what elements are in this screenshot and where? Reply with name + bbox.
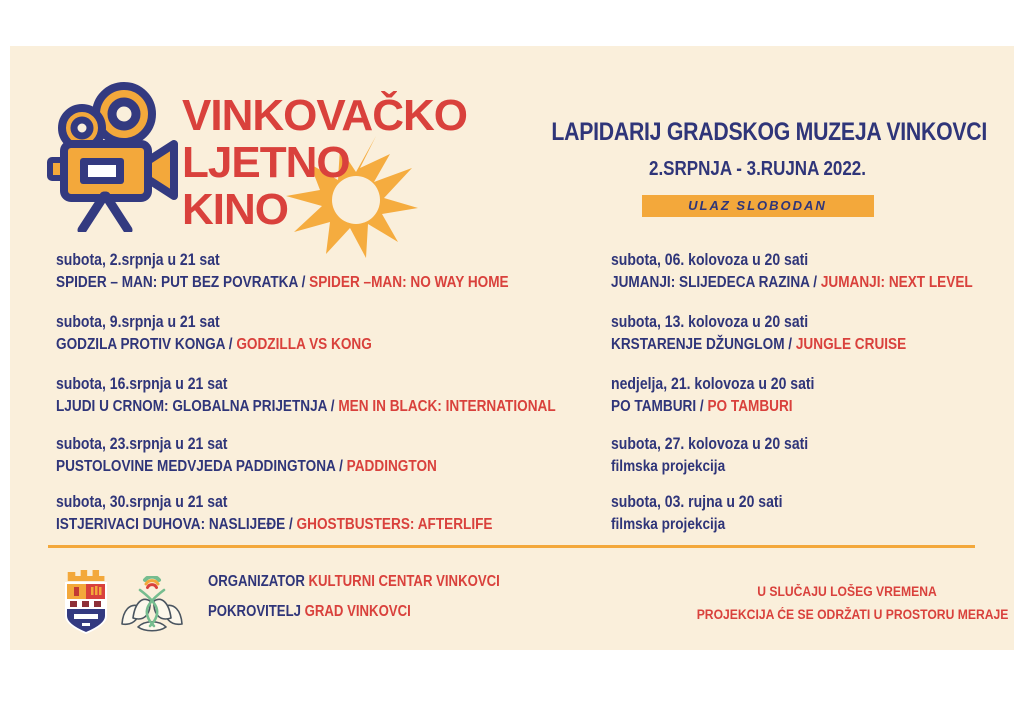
screening-entry	[56, 312, 428, 355]
screening-entry	[611, 492, 813, 535]
vinkovci-coat-of-arms	[60, 565, 112, 637]
film-camera-icon	[46, 80, 188, 232]
screening-entry	[56, 374, 644, 417]
screening-date: nedjelja, 21. kolovoza u 20 sati	[611, 375, 815, 393]
free-entry-badge: ULAZ SLOBODAN	[642, 195, 874, 217]
title-line-2: LJETNO	[182, 138, 350, 187]
screening-title: SPIDER – MAN: PUT BEZ POVRATKA / SPIDER –MAN: NO WAY HOME	[56, 274, 509, 291]
screening-title: GODZILA PROTIV KONGA / GODZILLA VS KONG	[56, 336, 372, 353]
screening-date: subota, 30.srpnja u 21 sat	[56, 493, 228, 511]
venue-name: LAPIDARIJ GRADSKOG MUZEJA VINKOVCI	[551, 118, 988, 146]
screening-date: subota, 06. kolovoza u 20 sati	[611, 251, 809, 269]
screening-date: subota, 23.srpnja u 21 sat	[56, 435, 228, 453]
screening-date: subota, 27. kolovoza u 20 sati	[611, 435, 809, 453]
screening-title: JUMANJI: SLIJEDECA RAZINA / JUMANJI: NEXT LEVEL	[611, 274, 973, 291]
screening-entry	[56, 492, 570, 535]
poster-title	[182, 92, 467, 233]
screening-title: filmska projekcija	[611, 458, 726, 475]
screening-title: filmska projekcija	[611, 516, 726, 533]
weather-note	[680, 580, 1014, 626]
event-date-range: 2.SRPNJA - 3.RUJNA 2022.	[648, 158, 866, 180]
screening-date: subota, 2.srpnja u 21 sat	[56, 251, 220, 269]
screening-entry	[611, 312, 958, 355]
organizer-line: ORGANIZATOR KULTURNI CENTAR VINKOVCI	[208, 573, 500, 590]
screening-title: PO TAMBURI / PO TAMBURI	[611, 398, 793, 415]
title-line-3: KINO	[182, 185, 288, 234]
screening-date: subota, 9.srpnja u 21 sat	[56, 313, 220, 331]
screening-entry	[611, 434, 843, 477]
screening-title: ISTJERIVACI DUHOVA: NASLIJEĐE / GHOSTBUSTERS: AFTERLIFE	[56, 516, 493, 533]
screening-title: KRSTARENJE DŽUNGLOM / JUNGLE CRUISE	[611, 336, 907, 353]
patron-line: POKROVITELJ GRAD VINKOVCI	[208, 603, 411, 620]
screening-date: subota, 03. rujna u 20 sati	[611, 493, 783, 511]
screening-entry	[611, 374, 850, 417]
footer-divider	[48, 545, 975, 548]
kulturni-centar-lotus-logo	[120, 576, 184, 634]
event-info-header	[515, 118, 1000, 217]
screening-date: subota, 16.srpnja u 21 sat	[56, 375, 228, 393]
screening-title: LJUDI U CRNOM: GLOBALNA PRIJETNJA / MEN IN BLACK: INTERNATIONAL	[56, 398, 556, 415]
screening-date: subota, 13. kolovoza u 20 sati	[611, 313, 809, 331]
weather-note-line-2: PROJEKCIJA ĆE SE ODRŽATI U PROSTORU MERAJE	[696, 607, 1009, 622]
screening-entry	[56, 434, 504, 477]
screening-title: PUSTOLOVINE MEDVJEDA PADDINGTONA / PADDINGTON	[56, 458, 437, 475]
summer-cinema-poster	[10, 46, 1014, 650]
credits-block	[208, 567, 551, 627]
screening-entry	[611, 250, 1014, 293]
weather-note-line-1: U SLUČAJU LOŠEG VREMENA	[757, 584, 937, 599]
title-line-1: VINKOVAČKO	[182, 91, 467, 140]
